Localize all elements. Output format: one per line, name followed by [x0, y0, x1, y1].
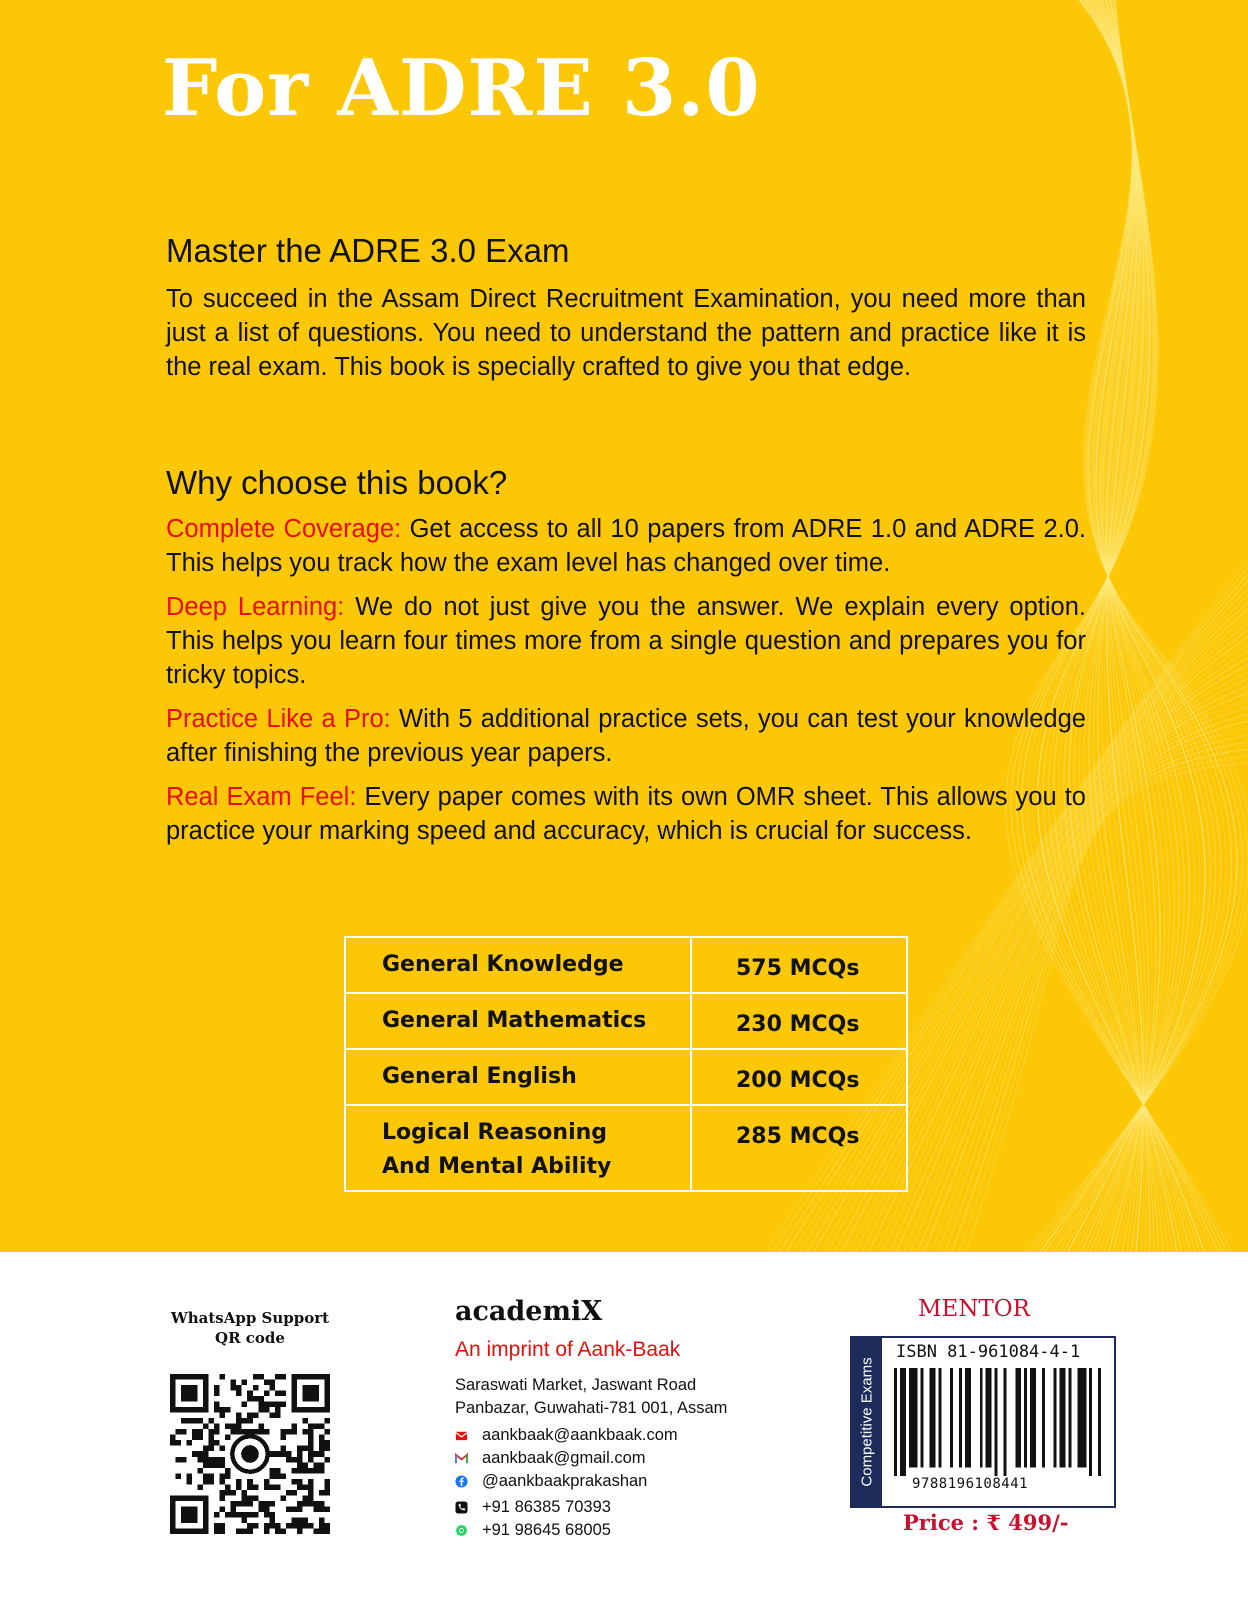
feature-text: Get access to all 10 papers from ADRE 1.0 and ADRE 2.0. This helps you track how the exam level has changed over time. — [166, 515, 1086, 577]
contact-whatsapp — [455, 1519, 611, 1541]
contact-text: aankbaak@aankbaak.com — [482, 1425, 678, 1444]
address-line-2: Panbazar, Guwahati-781 001, Assam — [455, 1399, 728, 1417]
isbn-barcode-block — [850, 1336, 1116, 1508]
feature-deep-learning — [166, 590, 1086, 692]
table-row — [345, 1105, 907, 1191]
subject-cell: Logical Reasoning And Mental Ability — [345, 1105, 691, 1191]
gmail-icon — [455, 1452, 468, 1465]
contact-text: +91 98645 68005 — [482, 1520, 611, 1539]
barcode-digits: 9788196108441 — [912, 1476, 1029, 1492]
isbn-number: ISBN 81-961084-4-1 — [896, 1342, 1081, 1362]
address-line-1: Saraswati Market, Jaswant Road — [455, 1376, 697, 1394]
table-row — [345, 1049, 907, 1105]
imprint-line: An imprint of Aank-Baak — [455, 1338, 681, 1361]
feature-label: Complete Coverage: — [166, 515, 402, 543]
subject-cell: General English — [345, 1049, 691, 1105]
category-strip — [852, 1338, 882, 1506]
feature-complete-coverage — [166, 512, 1086, 580]
subject-cell: General Knowledge — [345, 937, 691, 993]
email-icon — [455, 1429, 468, 1442]
mcq-count-table — [344, 936, 908, 1192]
subject-cell: General Mathematics — [345, 993, 691, 1049]
feature-label: Deep Learning: — [166, 593, 345, 621]
contact-facebook — [455, 1470, 647, 1492]
whatsapp-support-label: WhatsApp Support QR code — [170, 1309, 330, 1347]
contact-gmail — [455, 1447, 646, 1469]
feature-label: Practice Like a Pro: — [166, 705, 391, 733]
price-label: Price : ₹ 499/- — [903, 1510, 1069, 1535]
mcq-count-cell: 285 MCQs — [691, 1105, 907, 1191]
section-heading-master: Master the ADRE 3.0 Exam — [166, 232, 570, 269]
feature-text: Every paper comes with its own OMR sheet. This allows you to practice your marking speed and accuracy, which is crucial for success. — [166, 783, 1086, 845]
feature-text: With 5 additional practice sets, you can test your knowledge after finishing the previous year papers. — [166, 705, 1086, 767]
mcq-count-cell: 575 MCQs — [691, 937, 907, 993]
back-cover-footer — [0, 1252, 1248, 1600]
whatsapp-icon — [455, 1524, 468, 1537]
feature-label: Real Exam Feel: — [166, 783, 357, 811]
contact-text: @aankbaakprakashan — [482, 1471, 648, 1490]
table-row — [345, 937, 907, 993]
contact-email — [455, 1424, 678, 1446]
intro-paragraph: To succeed in the Assam Direct Recruitment Examination, you need more than just a list of questions. You need to understand the pattern and practice like it is the real exam. This book is specially crafted to give you that edge. — [166, 285, 1086, 381]
mcq-count-cell: 230 MCQs — [691, 993, 907, 1049]
facebook-icon — [455, 1475, 468, 1488]
feature-text: We do not just give you the answer. We explain every option. This helps you learn four times more from a single question and prepares you for tricky topics. — [166, 593, 1086, 689]
book-title: For ADRE 3.0 — [162, 43, 761, 134]
mcq-count-cell: 200 MCQs — [691, 1049, 907, 1105]
contact-text: aankbaak@gmail.com — [482, 1448, 646, 1467]
category-label: Competitive Exams — [858, 1357, 876, 1487]
qr-code-icon[interactable] — [170, 1374, 330, 1534]
feature-real-exam-feel — [166, 780, 1086, 848]
barcode-icon — [894, 1368, 1104, 1476]
series-name: MENTOR — [918, 1296, 1030, 1322]
feature-practice-like-a-pro — [166, 702, 1086, 770]
phone-icon — [455, 1501, 468, 1514]
section-heading-why: Why choose this book? — [166, 464, 508, 501]
contact-phone — [455, 1496, 611, 1518]
contact-text: +91 86385 70393 — [482, 1497, 611, 1516]
table-row — [345, 993, 907, 1049]
publisher-logo: academiX — [455, 1296, 603, 1327]
